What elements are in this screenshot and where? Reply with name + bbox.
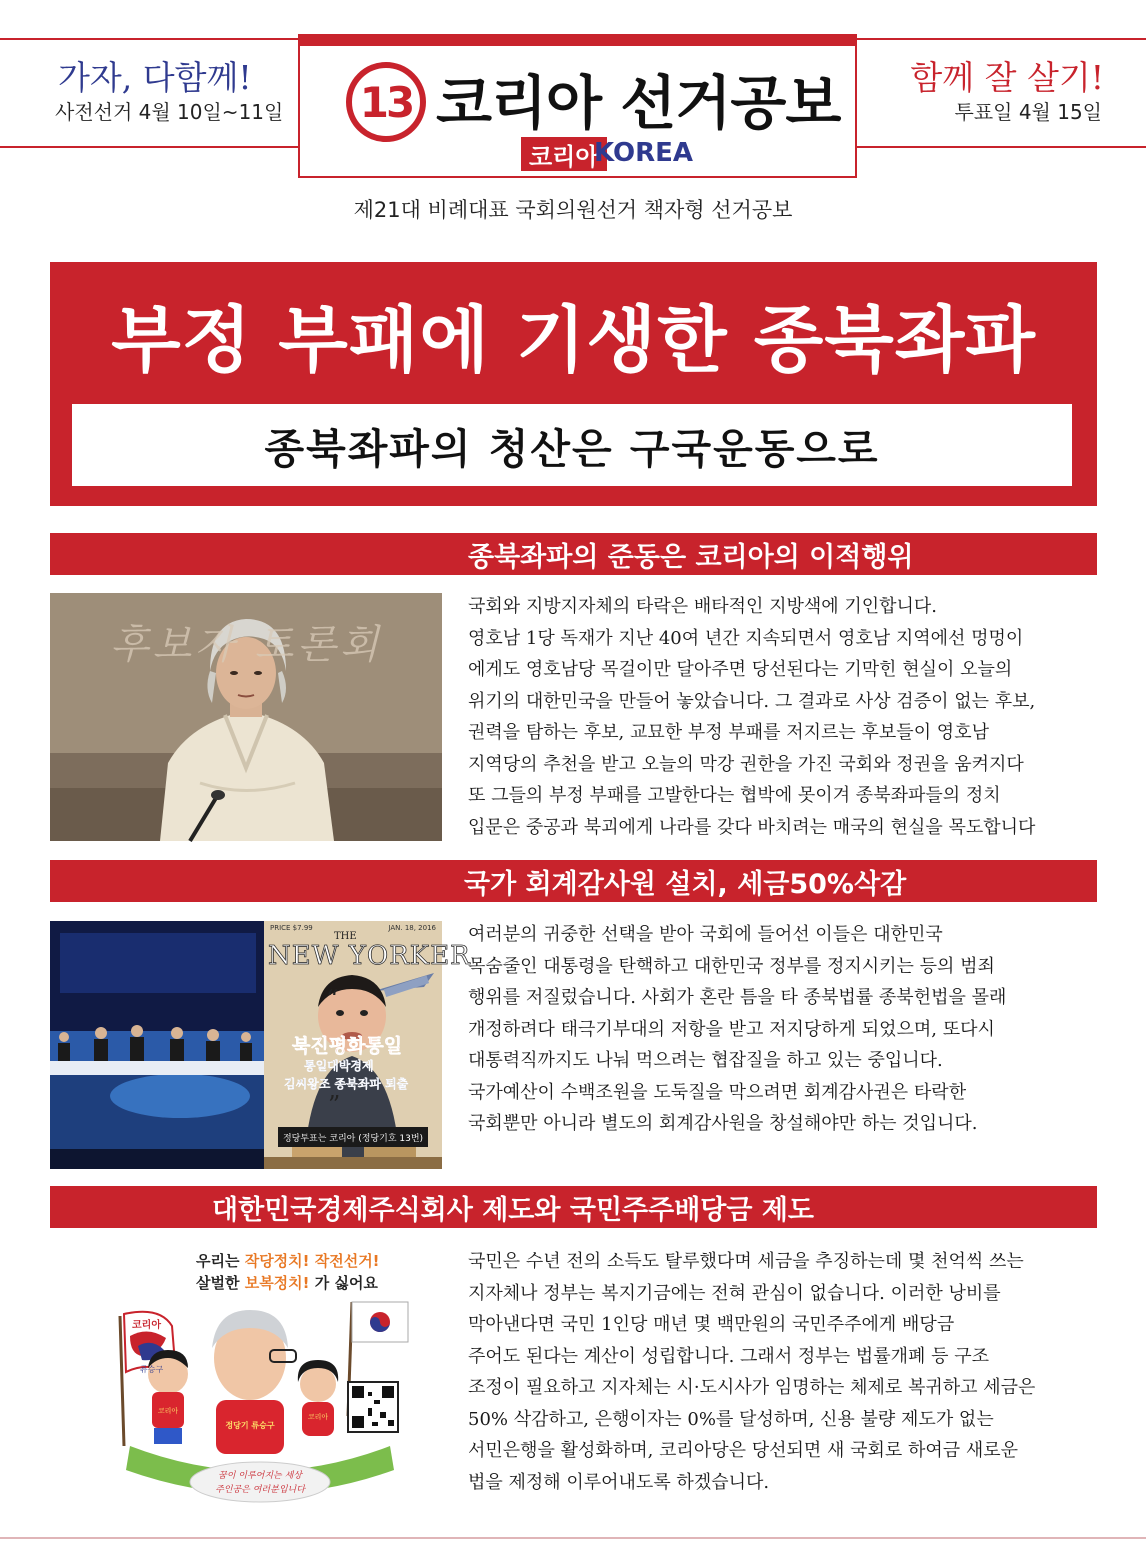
header-rule-right-bottom (857, 146, 1146, 148)
publication-subtitle: 제21대 비례대표 국회의원선거 책자형 선거공보 (353, 198, 793, 222)
campaign-cartoon (90, 1296, 430, 1508)
cartoon-caption-2a: 살벌한 (196, 1274, 245, 1292)
cartoon-caption-2b: 보복정치! (244, 1274, 310, 1292)
magazine-the: THE (334, 931, 357, 942)
debate-backdrop-caption: 후보자 토론회 (110, 622, 383, 668)
header-rule-left-bottom (0, 146, 298, 148)
section-2-heading-bar (50, 860, 1097, 902)
magazine-line-2: 통일대박경제 (304, 1059, 374, 1073)
vote-day: 투표일 4월 15일 (954, 100, 1102, 124)
magazine-cover (264, 921, 471, 1169)
section-3-heading-bar (50, 1186, 1097, 1228)
masthead-right-border (855, 38, 857, 178)
magazine-quote-close: ” (328, 1091, 341, 1119)
magazine-line-3: 김씨왕조 종북좌파 퇴출 (284, 1077, 409, 1091)
section-1-heading: 종북좌파의 준동은 코리아의 이적행위 (468, 541, 914, 573)
cartoon-caption-line-1 (196, 1250, 380, 1271)
cartoon-ribbon-line-2: 주인공은 여러분입니다 (215, 1485, 305, 1495)
headline-title: 부정 부패에 기생한 종북좌파 (111, 298, 1036, 382)
masthead-bottom-border (298, 176, 857, 178)
debate-stage-illustration (50, 921, 266, 1169)
cartoon-caption-line-2 (196, 1272, 378, 1293)
debate-stage-photo (50, 921, 266, 1169)
magazine-masthead: NEW YORKER (268, 941, 471, 971)
header-rule-right (857, 38, 1146, 40)
slogan-right: 함께 잘 살기! (910, 58, 1104, 97)
masthead-title: 코리아 선거공보 (436, 69, 841, 137)
cartoon-shirt-right: 코리아 (307, 1413, 329, 1421)
magazine-quote-open: “ (326, 985, 339, 1013)
cartoon-caption-1b: 작당정치! 작전선거! (244, 1252, 380, 1270)
magazine-price: PRICE $7.99 (270, 924, 313, 932)
masthead-top-bar (298, 34, 857, 46)
cartoon-caption-1a: 우리는 (196, 1252, 245, 1270)
header-rule-left (0, 38, 298, 40)
party-name-english: KOREA (594, 138, 693, 168)
magazine-footer-label (278, 1127, 428, 1147)
section-1-heading-bar (50, 533, 1097, 575)
debate-candidate-photo (50, 593, 442, 841)
party-number-badge: 13 (346, 62, 426, 142)
cartoon-ribbon-line-1: 꿈이 이루어지는 세상 (218, 1471, 302, 1481)
magazine-line-1: 북진평화통일 (292, 1035, 403, 1057)
magazine-date: JAN. 18, 2016 (388, 924, 436, 932)
section-1-body: 국회와 지방지자체의 타락은 배타적인 지방색에 기인합니다. 영호남 1당 독재가 지난 40여 년간 지속되면서 영호남 지역에선 멍멍이 에게도 영호남당 목걸이만 달아주면 당선된다는 기막힌 현실이 오늘의 위기의 대한민국을 만들어 놓았습니다. 그 결과로 사상 검증이 없는 후보, 권력을 탐하는 후보, 교묘한 부정 부패를 저지르는 후보들이 영호남 지역당의 추천을 받고 오늘의 막강 권한을 가진 국회와 정권을 움켜지다 또 그들의 부정 부패를 고발한다는 협박에 못이겨 종북좌파들의 정치 입문은 중공과 북괴에게 나라를 갖다 바치려는 매국의 현실을 목도합니다 (468, 596, 1036, 838)
headline-subtitle: 종북좌파의 청산은 구국운동으로 (72, 404, 1072, 486)
masthead-left-border (298, 38, 300, 178)
footer-rule (0, 1537, 1146, 1539)
cartoon-shirt-left: 코리아 (157, 1407, 179, 1415)
magazine-footer-text: 정당투표는 코리아 (정당기호 13번) (282, 1133, 424, 1144)
cartoon-flag-text: 코리아 (132, 1320, 161, 1331)
section-3-body: 국민은 수년 전의 소득도 탈루했다며 세금을 추징하는데 몇 천억씩 쓰는 지자체나 정부는 복지기금에는 전혀 관심이 없습니다. 이러한 낭비를 막아낸다면 국민 1인당 매년 몇 백만원의 국민주주에게 배당금 주어도 된다는 계산이 성립합니다. 그래서 정부는 법률개폐 등 구조 조정이 필요하고 지자체는 시·도시사가 임명하는 체제로 복귀하고 세금은 50% 삭감하고, 은행이자는 0%를 달성하며, 신용 불량 제도가 없는 서민은행을 활성화하며, 코리아당은 당선되면 새 국회로 하여금 새로운 법을 제정해 이루어내도록 하겠습니다. (468, 1251, 1036, 1493)
section-3-heading: 대한민국경제주식회사 제도와 국민주주배당금 제도 (212, 1194, 815, 1226)
cartoon-caption-2c: 가 싫어요 (309, 1274, 378, 1292)
cartoon-shirt-middle: 정당기 류승구 (225, 1421, 275, 1430)
early-vote-date: 사전선거 4월 10일~11일 (55, 100, 284, 124)
section-2-body: 여러분의 귀중한 선택을 받아 국회에 들어선 이들은 대한민국 목숨줄인 대통령을 탄핵하고 대한민국 정부를 정지시키는 등의 범죄 행위를 저질렀습니다. 사회가 혼란 틈을 타 종북법률 종북헌법을 몰래 개정하려다 태극기부대의 저항을 받고 저지당하게 되었으며, 또다시 대통력직까지도 나눠 먹으려는 협잡질을 하고 있는 중입니다. 국가예산이 수백조원을 도둑질을 막으려면 회계감사권은 타락한 국회뿐만 아니라 별도의 회계감사원을 창설해야만 하는 것입니다. (468, 924, 1007, 1134)
slogan-left: 가자, 다함께! (58, 58, 252, 97)
party-name-badge: 코리아 (521, 137, 607, 171)
cartoon-flag-sub: 류승구 (140, 1365, 164, 1374)
section-2-heading: 국가 회계감사원 설치, 세금50%삭감 (464, 868, 907, 900)
